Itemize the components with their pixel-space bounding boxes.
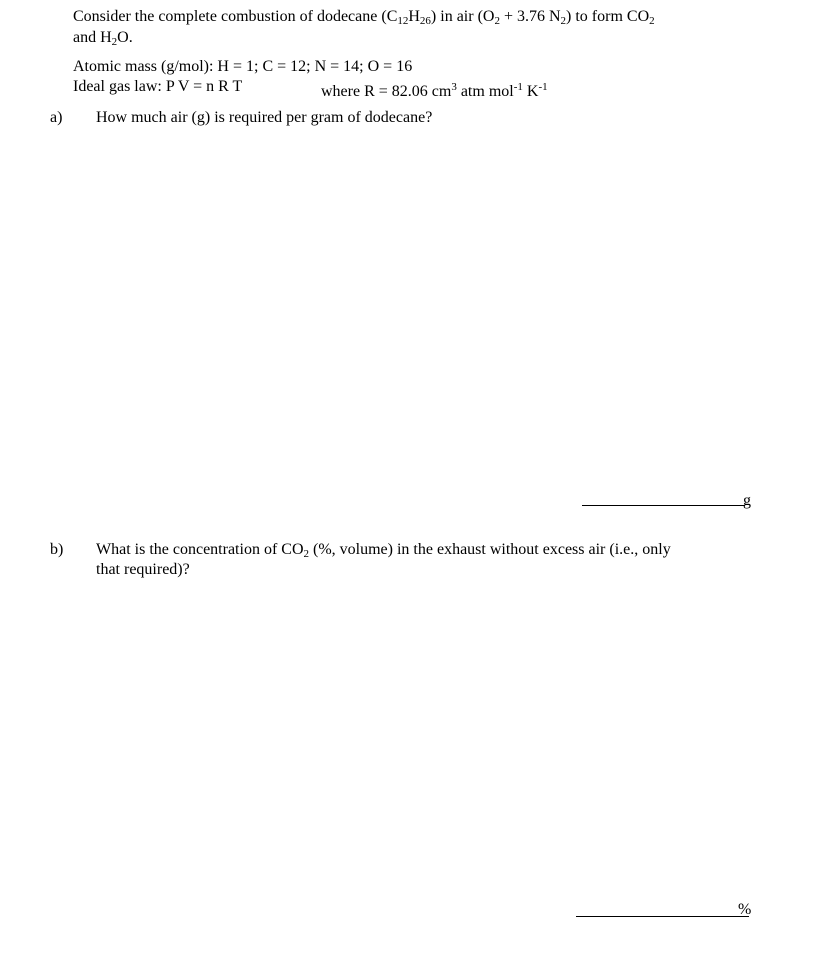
subscript: 2 xyxy=(494,15,500,27)
intro-text: ) in air (O xyxy=(430,8,495,25)
subscript: 2 xyxy=(303,548,309,560)
answer-a-blank[interactable] xyxy=(582,505,745,506)
intro-text: H xyxy=(408,8,420,25)
intro-text: O. xyxy=(117,29,133,46)
subscript: 2 xyxy=(560,15,567,27)
answer-b-unit: % xyxy=(738,901,752,918)
question-b-label: b) xyxy=(50,541,64,558)
question-b-text-line-2: that required)? xyxy=(96,561,190,578)
ideal-gas-line xyxy=(73,77,242,97)
problem-intro-line-1 xyxy=(73,7,655,31)
answer-a-unit: g xyxy=(743,492,751,509)
atomic-mass-text: Atomic mass (g/mol): H = 1; C = 12; N = 14; O = 16 xyxy=(73,58,413,75)
gas-constant-text: K xyxy=(522,83,539,100)
ideal-gas-label: Ideal gas law: P V = n R T xyxy=(73,78,243,95)
question-a-text: How much air (g) is required per gram of dodecane? xyxy=(96,109,433,126)
answer-b-blank[interactable] xyxy=(576,916,749,917)
atomic-mass-line xyxy=(73,57,412,77)
superscript: -1 xyxy=(538,81,548,93)
superscript: -1 xyxy=(513,81,523,93)
gas-constant-text: atm mol xyxy=(456,83,514,100)
superscript: 3 xyxy=(451,81,457,93)
question-b-text: What is the concentration of CO xyxy=(96,541,304,558)
gas-constant-text: where R = 82.06 cm xyxy=(321,83,452,100)
problem-intro-line-2 xyxy=(73,28,133,52)
intro-text: ) to form CO xyxy=(566,8,650,25)
subscript: 26 xyxy=(419,15,431,27)
intro-text: + 3.76 N xyxy=(499,8,561,25)
gas-constant-line xyxy=(321,77,548,102)
subscript: 2 xyxy=(111,36,118,48)
subscript: 12 xyxy=(397,15,409,27)
intro-text: Consider the complete combustion of dodecane (C xyxy=(73,8,398,25)
question-b-text: (%, volume) in the exhaust without excess air (i.e., only xyxy=(309,541,671,558)
intro-text: and H xyxy=(73,29,112,46)
subscript: 2 xyxy=(649,15,655,27)
question-a-label: a) xyxy=(50,109,63,126)
